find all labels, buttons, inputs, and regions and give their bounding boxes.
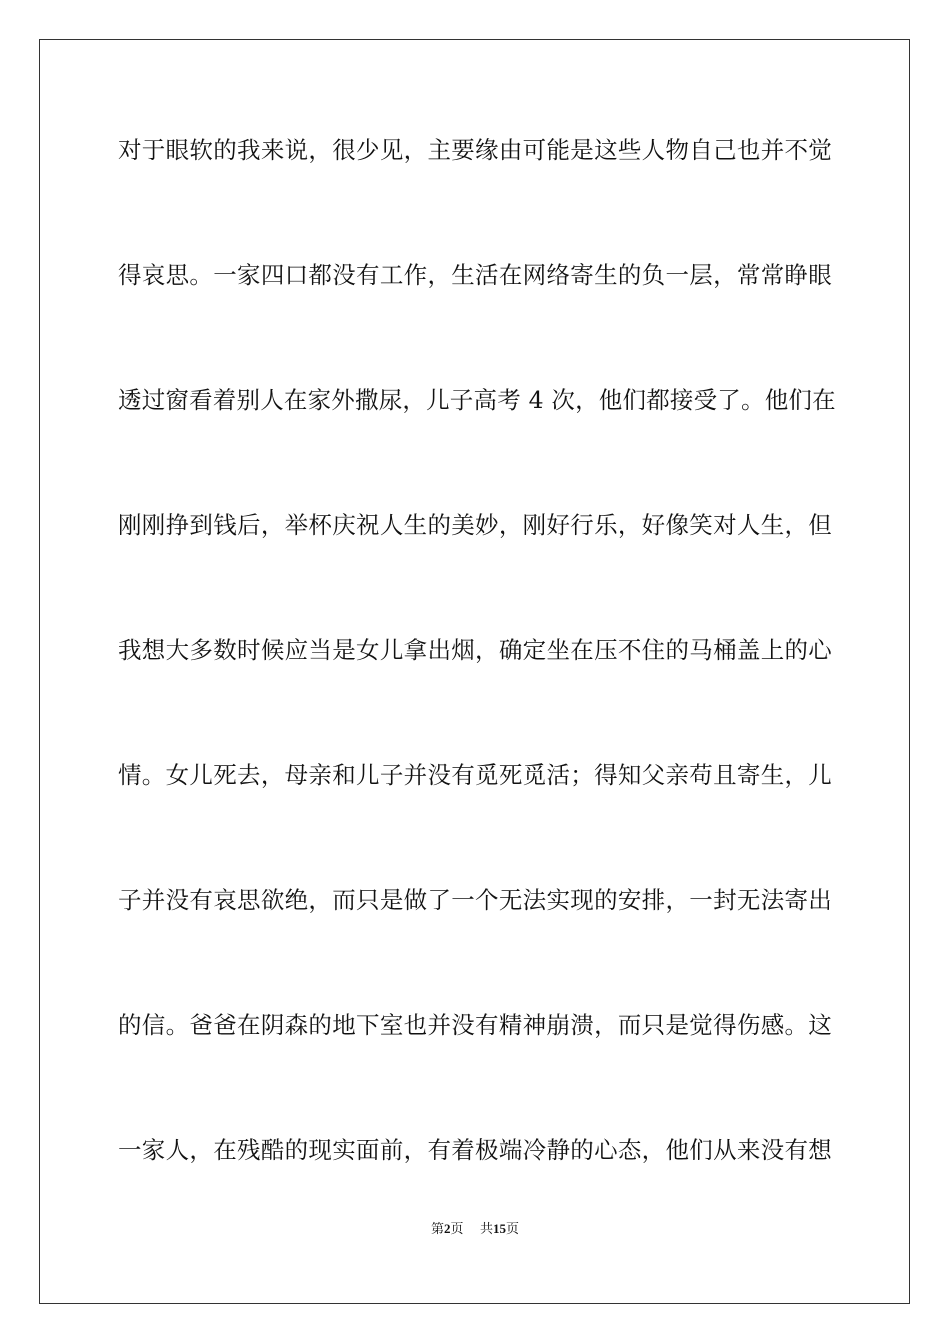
text-line: 对于眼软的我来说，很少见，主要缘由可能是这些人物自己也并不觉 xyxy=(118,136,832,164)
footer-page-suffix: 页 xyxy=(450,1222,464,1237)
text-line: 子并没有哀思欲绝，而只是做了一个无法实现的安排，一封无法寄出 xyxy=(118,886,832,914)
text-line: 情。女儿死去，母亲和儿子并没有觅死觅活；得知父亲苟且寄生，儿 xyxy=(118,761,832,789)
total-page-count: 15 xyxy=(493,1221,507,1236)
text-line: 的信。爸爸在阴森的地下室也并没有精神崩溃，而只是觉得伤感。这 xyxy=(118,1011,832,1039)
footer-total-suffix: 页 xyxy=(506,1222,520,1237)
text-line: 一家人，在残酷的现实面前，有着极端冷静的心态，他们从来没有想 xyxy=(118,1136,832,1164)
footer-prefix: 第 xyxy=(430,1222,444,1237)
text-line: 得哀思。一家四口都没有工作，生活在网络寄生的负一层，常常睁眼 xyxy=(118,261,832,289)
page-footer xyxy=(0,1220,950,1239)
page-border xyxy=(39,39,910,1304)
text-line: 刚刚挣到钱后，举杯庆祝人生的美妙，刚好行乐，好像笑对人生，但 xyxy=(118,511,832,539)
text-line: 我想大多数时候应当是女儿拿出烟，确定坐在压不住的马桶盖上的心 xyxy=(118,636,832,664)
text-line: 透过窗看着别人在家外撒尿，儿子高考 4 次，他们都接受了。他们在 xyxy=(118,386,836,414)
current-page-number: 2 xyxy=(443,1221,451,1236)
footer-total-prefix: 共 xyxy=(480,1222,494,1237)
